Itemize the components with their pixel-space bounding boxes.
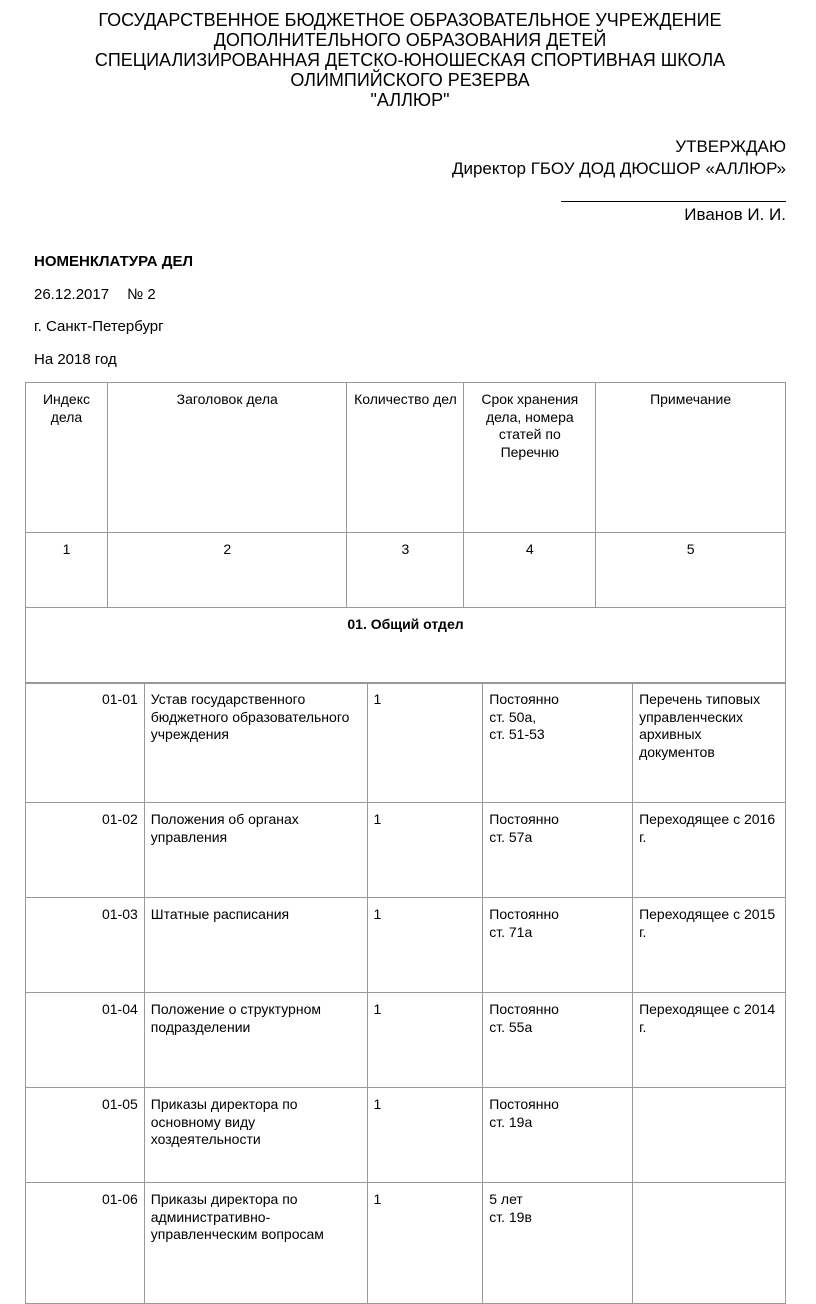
cell-note: Перечень типовых управленческих архивных документов [633, 683, 786, 803]
document-title: НОМЕНКЛАТУРА ДЕЛ [34, 253, 193, 270]
cell-count: 1 [367, 898, 483, 993]
table-row [26, 683, 786, 803]
header-note: Примечание [596, 383, 786, 533]
table-header [25, 382, 786, 608]
organization-header [60, 10, 760, 110]
cell-title: Устав государственного бюджетного образовательного учреждения [144, 683, 367, 803]
approval-name: Иванов И. И. [684, 205, 786, 224]
document-date-line [34, 286, 156, 303]
table-row [26, 993, 786, 1088]
header-index: Индекс дела [26, 383, 108, 533]
cell-note: Переходящее с 2015 г. [633, 898, 786, 993]
cell-index: 01-05 [26, 1088, 145, 1183]
table-row [26, 1088, 786, 1183]
document-date: 26.12.2017 [34, 286, 110, 303]
cell-term: Постоянно ст. 57а [483, 803, 633, 898]
cell-index: 01-01 [26, 683, 145, 803]
column-number: 4 [464, 533, 596, 608]
organization-line: ОЛИМПИЙСКОГО РЕЗЕРВА [290, 70, 530, 90]
cell-note [633, 1088, 786, 1183]
cell-term: Постоянно ст. 55а [483, 993, 633, 1088]
cell-title: Положения об органах управления [144, 803, 367, 898]
section-title: 01. Общий отдел [26, 608, 786, 684]
cell-note: Переходящее с 2016 г. [633, 803, 786, 898]
cell-count: 1 [367, 1088, 483, 1183]
column-number: 5 [596, 533, 786, 608]
cell-term: Постоянно ст. 71а [483, 898, 633, 993]
approval-position: Директор ГБОУ ДОД ДЮСШОР «АЛЛЮР» [451, 159, 786, 178]
organization-line: СПЕЦИАЛИЗИРОВАННАЯ ДЕТСКО-ЮНОШЕСКАЯ СПОРТИВНАЯ ШКОЛА [94, 50, 726, 70]
header-title: Заголовок дела [107, 383, 347, 533]
document-city: г. Санкт-Петербург [34, 318, 164, 335]
signature-line [561, 200, 786, 202]
cell-index: 01-04 [26, 993, 145, 1088]
table-row [26, 1183, 786, 1304]
cell-title: Штатные расписания [144, 898, 367, 993]
cell-index: 01-03 [26, 898, 145, 993]
organization-line: ДОПОЛНИТЕЛЬНОГО ОБРАЗОВАНИЯ ДЕТЕЙ [213, 30, 607, 50]
column-number: 3 [347, 533, 464, 608]
column-number: 1 [26, 533, 108, 608]
cell-index: 01-02 [26, 803, 145, 898]
cell-title: Положение о структурном подразделении [144, 993, 367, 1088]
cell-count: 1 [367, 683, 483, 803]
organization-line: "АЛЛЮР" [370, 90, 450, 110]
approval-block [386, 136, 786, 226]
section-header [25, 607, 786, 684]
header-count: Количество дел [347, 383, 464, 533]
document-number: № 2 [127, 286, 156, 303]
column-number: 2 [107, 533, 347, 608]
table-row [26, 803, 786, 898]
document-year: На 2018 год [34, 351, 117, 368]
cell-count: 1 [367, 1183, 483, 1304]
header-term: Срок хранения дела, номера статей по Перечню [464, 383, 596, 533]
approval-label: УТВЕРЖДАЮ [675, 137, 786, 156]
cell-count: 1 [367, 993, 483, 1088]
cases-table [25, 682, 786, 1304]
cell-title: Приказы директора по административно-управленческим вопросам [144, 1183, 367, 1304]
cell-index: 01-06 [26, 1183, 145, 1304]
organization-line: ГОСУДАРСТВЕННОЕ БЮДЖЕТНОЕ ОБРАЗОВАТЕЛЬНОЕ УЧРЕЖДЕНИЕ [98, 10, 722, 30]
cell-term: Постоянно ст. 50а, ст. 51-53 [483, 683, 633, 803]
table-row [26, 898, 786, 993]
cell-note: Переходящее с 2014 г. [633, 993, 786, 1088]
cell-term: Постоянно ст. 19а [483, 1088, 633, 1183]
cell-count: 1 [367, 803, 483, 898]
cell-term: 5 лет ст. 19в [483, 1183, 633, 1304]
cell-note [633, 1183, 786, 1304]
cell-title: Приказы директора по основному виду хоздеятельности [144, 1088, 367, 1183]
